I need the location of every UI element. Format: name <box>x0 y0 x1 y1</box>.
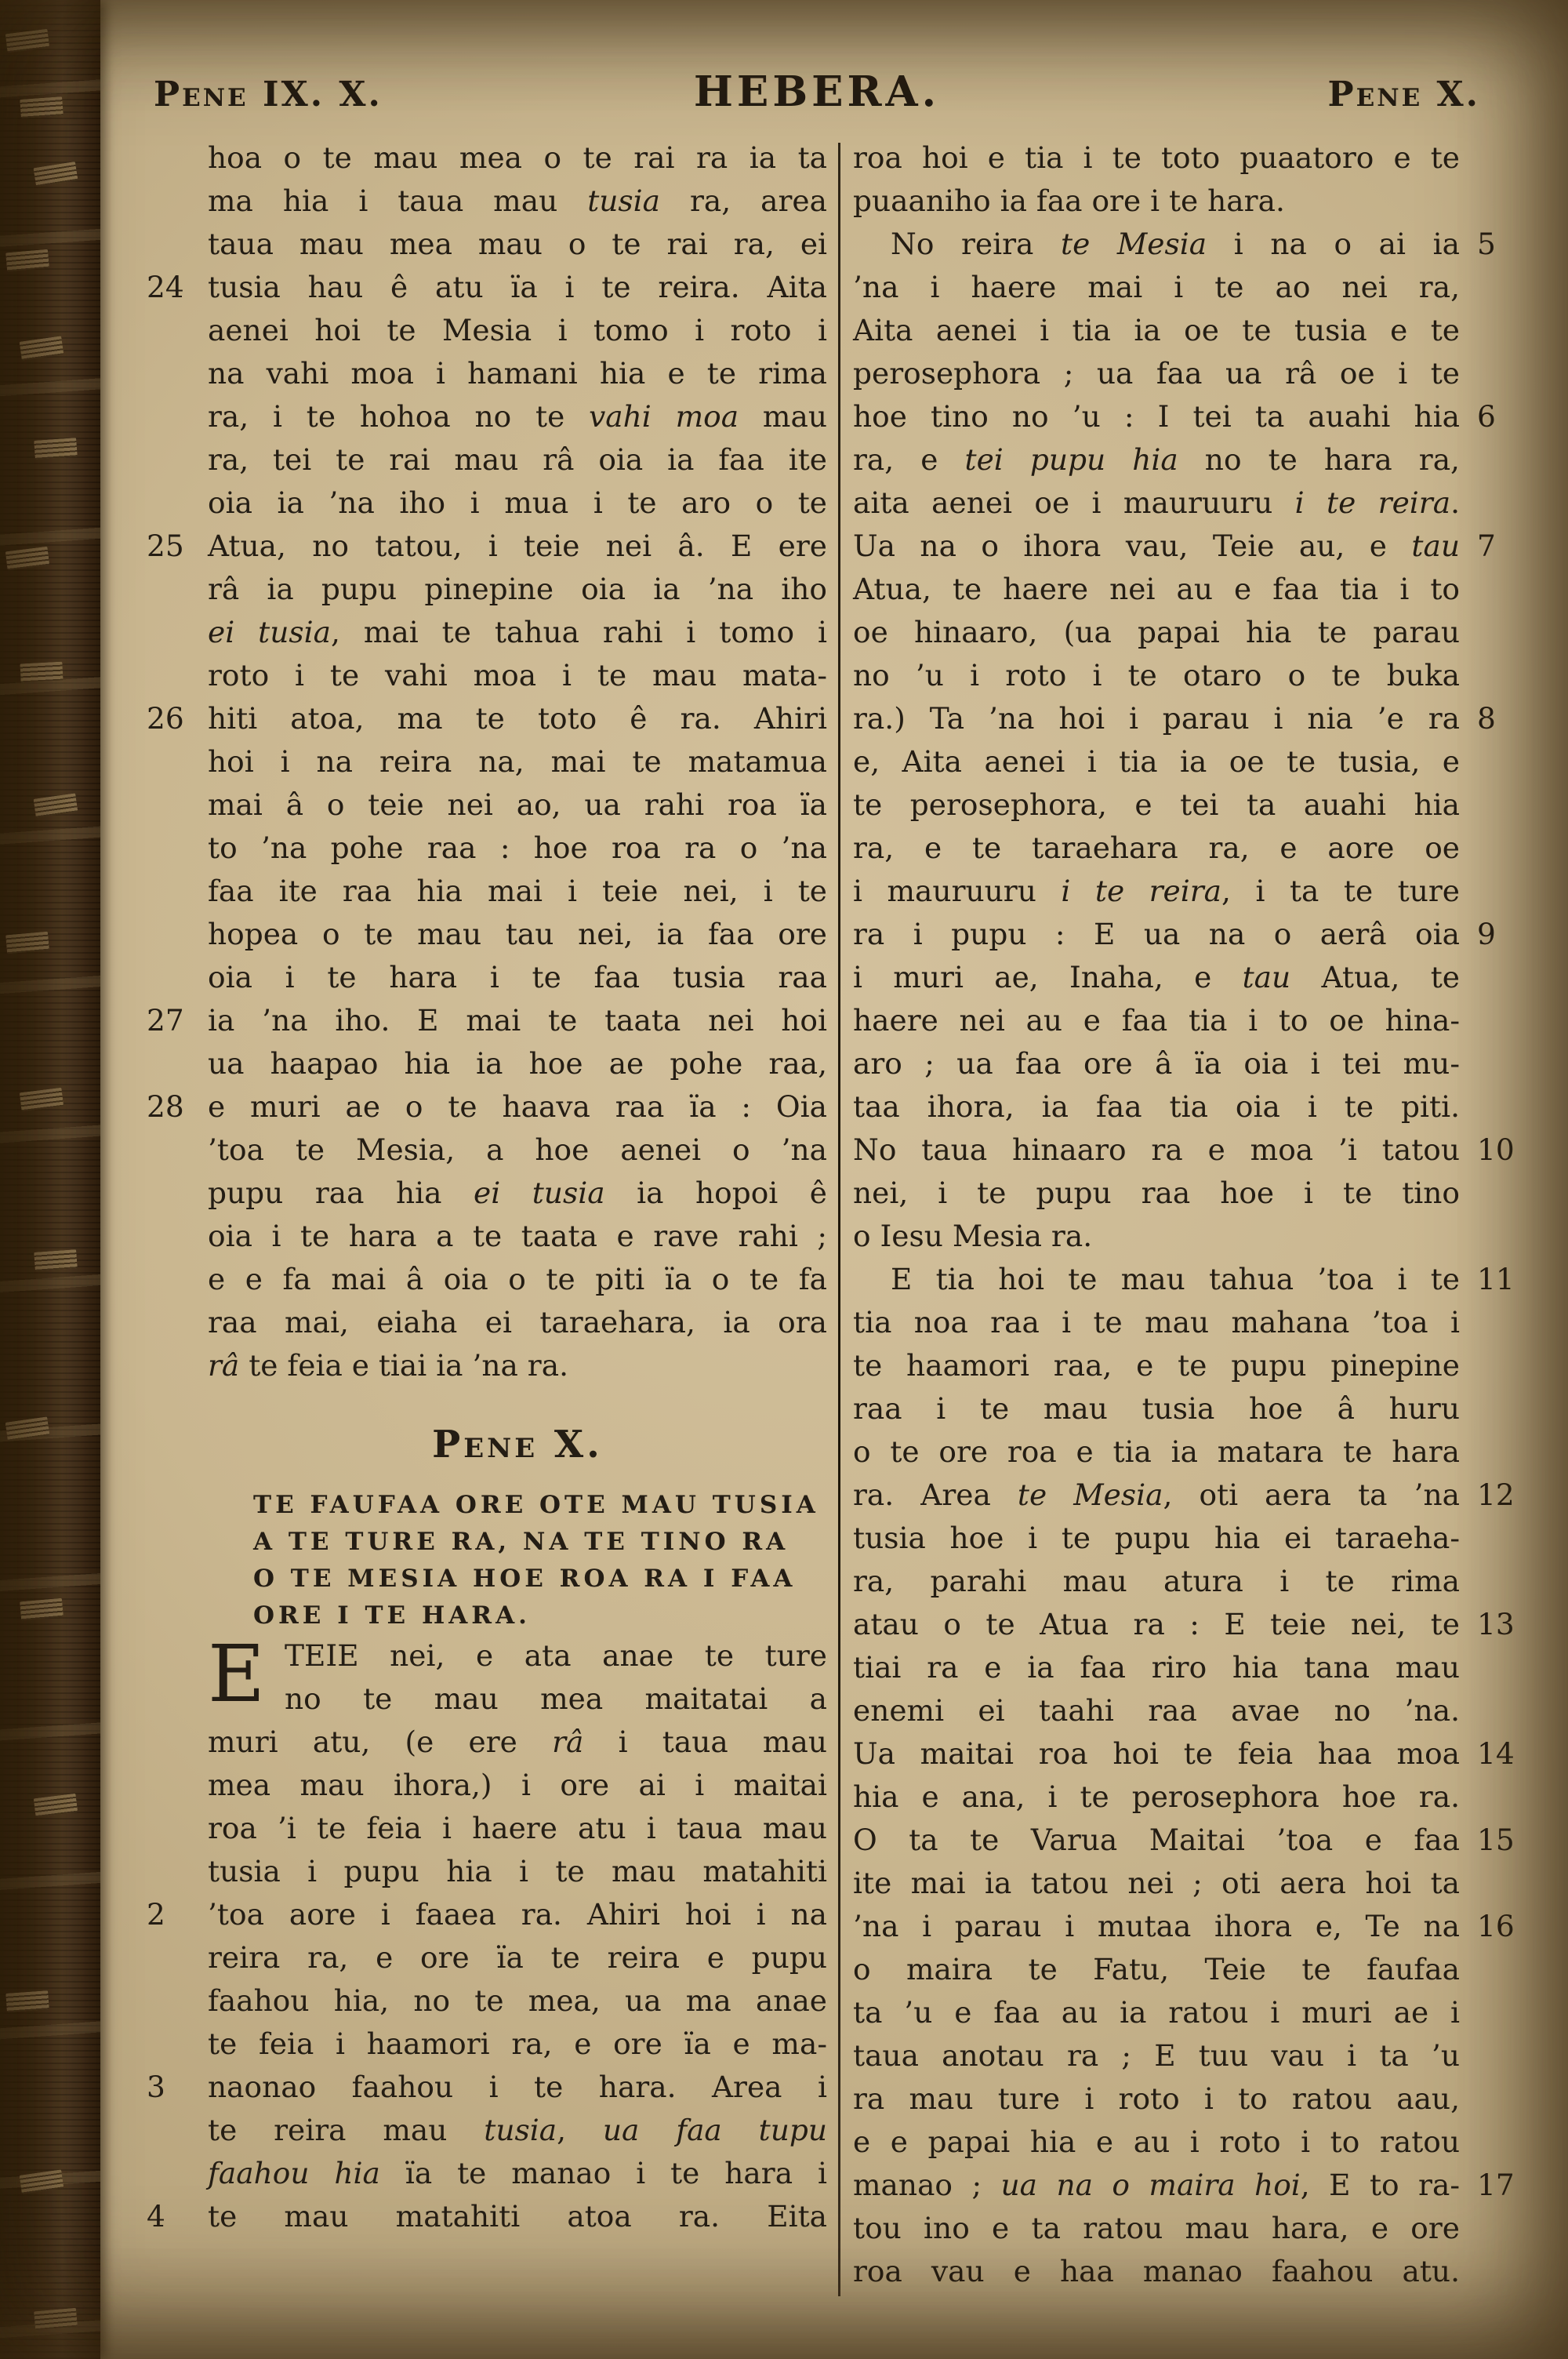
line-text: e, Aita aenei i tia ia oe te tusia, e <box>853 744 1460 779</box>
text-line <box>143 999 827 1042</box>
line-text: taua anotau ra ; E tuu vau i ta ’u <box>853 2038 1460 2073</box>
line-text: mai â o teie nei ao, ua rahi roa ïa <box>208 787 827 822</box>
line-text: te feia i haamori ra, e ore ïa e ma- <box>208 2026 827 2061</box>
line-text: ’toa te Mesia, a hoe aenei o ’na <box>208 1132 827 1167</box>
line-text: ra.) Ta ’na hoi i parau i nia ’e ra <box>853 701 1460 736</box>
text-line <box>143 1764 827 1807</box>
page-edge-fragment <box>5 547 50 570</box>
text-line <box>143 1301 827 1344</box>
line-text: hia e ana, i te perosephora hoe ra. <box>853 1779 1460 1814</box>
text-line <box>143 740 827 783</box>
verse-number: 9 <box>1477 917 1496 951</box>
text-line <box>853 913 1521 956</box>
page-edge-fragment <box>20 96 64 118</box>
line-text: tusia i pupu hia i te mau matahiti <box>208 1854 827 1888</box>
line-text: Ua maitai roa hoi te feia haa moa <box>853 1736 1460 1771</box>
text-line <box>853 1172 1521 1215</box>
text-line <box>853 482 1521 525</box>
line-text: te perosephora, e tei ta auahi hia <box>853 787 1460 822</box>
verse-number: 16 <box>1477 1909 1515 1943</box>
page-edge-fragment <box>34 793 78 817</box>
page-edge-fragment <box>34 438 78 460</box>
text-line <box>853 395 1521 438</box>
line-text: o Iesu Mesia ra. <box>853 1219 1093 1253</box>
page-edge-fragment <box>33 162 78 187</box>
line-text: hoe tino no ’u : I tei ta auahi hia <box>853 399 1460 434</box>
line-text: O TE MESIA HOE ROA RA I FAA <box>253 1565 797 1593</box>
line-text: ia ’na iho. E mai te taata nei hoi <box>208 1003 827 1038</box>
text-line <box>853 999 1521 1042</box>
text-line <box>853 309 1521 352</box>
text-line <box>853 2207 1521 2250</box>
text-line <box>143 266 827 309</box>
text-line <box>143 1979 827 2023</box>
line-text: ite mai ia tatou nei ; oti aera hoi ta <box>853 1866 1460 1900</box>
text-line <box>143 136 827 180</box>
text-line <box>143 438 827 482</box>
text-columns <box>100 136 1568 2359</box>
line-text: taua mau mea mau o te rai ra, ei <box>208 227 827 261</box>
line-text: tusia hoe i te pupu hia ei taraeha- <box>853 1521 1460 1555</box>
line-text: Aita aenei i tia ia oe te tusia e te <box>853 313 1460 347</box>
page-edge-fragment <box>20 1088 64 1111</box>
line-text: naonao faahou i te hara. Area i <box>208 2070 827 2104</box>
text-line <box>853 1430 1521 1474</box>
line-text: mea mau ihora,) i ore ai i maitai <box>208 1768 827 1802</box>
line-text: ei tusia, mai te tahua rahi i tomo i <box>208 615 827 649</box>
drop-cap: E <box>208 1628 265 1720</box>
line-text: aenei hoi te Mesia i tomo i roto i <box>208 313 827 347</box>
page-edge-fragment <box>5 249 49 272</box>
line-text: Atua, no tatou, i teie nei â. E ere <box>208 529 827 563</box>
line-text: aro ; ua faa ore â ïa oia i tei mu- <box>853 1046 1460 1081</box>
line-text: o te ore roa e tia ia matara te hara <box>853 1434 1460 1469</box>
line-text: roa vau e haa manao faahou atu. <box>853 2254 1460 2288</box>
text-line <box>143 2195 827 2238</box>
line-text: o maira te Fatu, Teie te faufaa <box>853 1952 1460 1986</box>
text-line <box>143 956 827 999</box>
line-text: Pene X. <box>432 1423 603 1467</box>
line-text: na vahi moa i hamani hia e te rima <box>208 356 827 391</box>
text-line <box>853 1732 1521 1776</box>
text-line <box>853 2121 1521 2164</box>
text-line <box>853 1085 1521 1129</box>
text-line <box>853 611 1521 654</box>
text-line <box>143 482 827 525</box>
text-line <box>143 525 827 568</box>
verse-number: 24 <box>147 270 184 304</box>
line-text: oia ia ’na iho i mua i te aro o te <box>208 485 827 520</box>
text-line <box>853 1991 1521 2034</box>
line-text: Atua, te haere nei au e faa tia i to <box>853 572 1460 606</box>
line-text: taa ihora, ia faa tia oia i te piti. <box>853 1089 1460 1124</box>
text-line <box>853 223 1521 266</box>
verse-number: 6 <box>1477 399 1496 434</box>
text-line <box>853 1560 1521 1603</box>
header-left-running-title: Pene IX. X. <box>154 75 383 114</box>
line-text: to ’na pohe raa : hoe roa ra o ’na <box>208 831 827 865</box>
line-text: tiai ra e ia faa riro hia tana mau <box>853 1650 1460 1685</box>
text-line <box>853 2164 1521 2207</box>
text-column-right <box>853 136 1521 2359</box>
page-header <box>100 67 1568 116</box>
line-text: tia noa raa i te mau mahana ’toa i <box>853 1305 1460 1339</box>
page-edge-fragment <box>5 1990 49 2012</box>
header-center-title: HEBERA. <box>693 67 941 116</box>
line-text: roa ’i te feia i haere atu i taua mau <box>208 1811 827 1845</box>
line-text: O ta te Varua Maitai ’toa e faa <box>853 1823 1460 1857</box>
line-text: puaaniho ia faa ore i te hara. <box>853 184 1285 218</box>
chapter-summary-line <box>143 1561 827 1598</box>
line-text: pupu raa hia ei tusia ia hopoi ê <box>208 1176 827 1210</box>
text-line <box>853 1603 1521 1646</box>
line-text: TE FAUFAA ORE OTE MAU TUSIA <box>253 1491 819 1519</box>
text-line <box>143 1129 827 1172</box>
line-text: ua haapao hia ia hoe ae pohe raa, <box>208 1046 827 1081</box>
text-line <box>853 1862 1521 1905</box>
text-line <box>143 395 827 438</box>
line-text: TEIE nei, e ata anae te ture <box>285 1638 827 1673</box>
text-line <box>853 870 1521 913</box>
page-edge-fragment <box>34 1794 78 1817</box>
text-line <box>853 136 1521 180</box>
line-text: A TE TURE RA, NA TE TINO RA <box>253 1528 789 1556</box>
page-edge-fragment <box>34 2308 78 2331</box>
line-text: i muri ae, Inaha, e tau Atua, te <box>853 960 1460 994</box>
line-text: perosephora ; ua faa ua râ oe i te <box>853 356 1460 391</box>
text-line <box>143 1258 827 1301</box>
page-edge-fragment <box>34 1249 78 1271</box>
text-line <box>853 2077 1521 2121</box>
line-text: No reira te Mesia i na o ai ia <box>891 227 1460 261</box>
text-line <box>143 1344 827 1387</box>
line-text: tusia hau ê atu ïa i te reira. Aita <box>208 270 827 304</box>
text-line <box>853 1948 1521 1991</box>
line-text: ra, parahi mau atura i te rima <box>853 1564 1460 1598</box>
line-text: atau o te Atua ra : E teie nei, te <box>853 1607 1460 1641</box>
line-text: ’na i haere mai i te ao nei ra, <box>853 270 1460 304</box>
line-text: faa ite raa hia mai i teie nei, i te <box>208 874 827 908</box>
page-edge <box>0 0 100 2359</box>
line-text: ORE I TE HARA. <box>253 1601 531 1630</box>
verse-number: 28 <box>147 1089 184 1124</box>
text-line <box>143 2066 827 2109</box>
line-text: ra. Area te Mesia, oti aera ta ’na <box>853 1478 1460 1512</box>
line-text: reira ra, e ore ïa te reira e pupu <box>208 1940 827 1975</box>
line-text: No taua hinaaro ra e moa ’i tatou <box>853 1132 1460 1167</box>
line-text: E tia hoi te mau tahua ’toa i te <box>891 1262 1460 1296</box>
text-line <box>143 1936 827 1979</box>
text-line <box>853 1474 1521 1517</box>
text-line <box>143 913 827 956</box>
text-line <box>143 1042 827 1085</box>
verse-number: 26 <box>147 701 184 736</box>
line-text: oia i te hara i te faa tusia raa <box>208 960 827 994</box>
text-line <box>143 870 827 913</box>
text-line <box>853 352 1521 395</box>
text-line <box>853 1776 1521 1819</box>
text-line <box>853 568 1521 611</box>
text-line <box>143 1215 827 1258</box>
text-line <box>853 1689 1521 1732</box>
line-text: oia i te hara a te taata e rave rahi ; <box>208 1219 827 1253</box>
text-line <box>853 1646 1521 1689</box>
line-text: no ’u i roto i te otaro o te buka <box>853 658 1460 692</box>
text-line <box>853 783 1521 827</box>
text-line <box>143 568 827 611</box>
line-text: hoa o te mau mea o te rai ra ia ta <box>208 140 827 175</box>
line-text: no te mau mea maitatai a <box>285 1681 827 1716</box>
page-edge-fragment <box>20 336 64 360</box>
line-text: ra i pupu : E ua na o aerâ oia <box>853 917 1460 951</box>
text-line <box>143 1677 827 1721</box>
line-text: ’na i parau i mutaa ihora e, Te na <box>853 1909 1460 1943</box>
verse-number: 3 <box>147 2070 165 2104</box>
text-line <box>853 2034 1521 2077</box>
text-line <box>143 1893 827 1936</box>
text-line <box>853 697 1521 740</box>
verse-number: 5 <box>1477 227 1496 261</box>
line-text: i mauruuru i te reira, i ta te ture <box>853 874 1460 908</box>
text-line <box>853 266 1521 309</box>
line-text: nei, i te pupu raa hoe i te tino <box>853 1176 1460 1210</box>
text-line <box>853 1129 1521 1172</box>
header-right-running-title: Pene X. <box>1327 75 1480 114</box>
text-line <box>853 1258 1521 1301</box>
line-text: hopea o te mau tau nei, ia faa ore <box>208 917 827 951</box>
verse-number: 12 <box>1477 1478 1515 1512</box>
text-line <box>143 1807 827 1850</box>
text-line <box>143 1721 827 1764</box>
text-line <box>853 654 1521 697</box>
text-line <box>853 525 1521 568</box>
chapter-heading <box>143 1423 827 1467</box>
text-line <box>143 2023 827 2066</box>
verse-number: 13 <box>1477 1607 1515 1641</box>
verse-number: 25 <box>147 529 184 563</box>
text-line <box>143 2152 827 2195</box>
verse-number: 8 <box>1477 701 1496 736</box>
verse-number: 14 <box>1477 1736 1515 1771</box>
line-text: ra, tei te rai mau râ oia ia faa ite <box>208 442 827 477</box>
line-text: râ te feia e tiai ia ’na ra. <box>208 1348 569 1383</box>
verse-number: 17 <box>1477 2168 1515 2202</box>
line-text: faahou hia, no te mea, ua ma anae <box>208 1983 827 2018</box>
text-line <box>143 1850 827 1893</box>
text-line <box>143 697 827 740</box>
text-line <box>143 1085 827 1129</box>
line-text: te haamori raa, e te pupu pinepine <box>853 1348 1460 1383</box>
verse-number: 27 <box>147 1003 184 1038</box>
page-edge-fragment <box>20 662 63 683</box>
text-line <box>143 611 827 654</box>
line-text: tou ino e ta ratou mau hara, e ore <box>853 2211 1460 2245</box>
line-text: raa i te mau tusia hoe â huru <box>853 1391 1460 1426</box>
line-text: enemi ei taahi raa avae no ’na. <box>853 1693 1460 1728</box>
text-column-left <box>143 136 827 2359</box>
text-line <box>853 1905 1521 1948</box>
text-line <box>853 1819 1521 1862</box>
page-edge-fragment <box>5 29 50 53</box>
line-text: ra, i te hohoa no te vahi moa mau <box>208 399 827 434</box>
line-text: râ ia pupu pinepine oia ia ’na iho <box>208 572 827 606</box>
text-line <box>853 1301 1521 1344</box>
line-text: ma hia i taua mau tusia ra, area <box>208 184 827 218</box>
line-text: ’toa aore i faaea ra. Ahiri hoi i na <box>208 1897 827 1932</box>
line-text: e muri ae o te haava raa ïa : Oia <box>208 1089 827 1124</box>
text-line <box>853 740 1521 783</box>
page-edge-fragment <box>5 1416 50 1441</box>
text-line <box>143 2109 827 2152</box>
verse-number: 11 <box>1477 1262 1515 1296</box>
verse-number: 7 <box>1477 529 1496 563</box>
line-text: raa mai, eiaha ei taraehara, ia ora <box>208 1305 827 1339</box>
text-line <box>143 352 827 395</box>
line-text: aita aenei oe i mauruuru i te reira. <box>853 485 1460 520</box>
verse-number: 2 <box>147 1897 165 1932</box>
page-edge-fragment <box>20 2169 64 2194</box>
line-text: roto i te vahi moa i te mau mata- <box>208 658 827 692</box>
text-line <box>143 783 827 827</box>
line-text: te mau matahiti atoa ra. Eita <box>208 2199 827 2234</box>
line-text: roa hoi e tia i te toto puaatoro e te <box>853 140 1460 175</box>
text-line <box>853 827 1521 870</box>
text-line <box>853 956 1521 999</box>
line-text: te reira mau tusia, ua faa tupu <box>208 2113 827 2147</box>
line-text: e e fa mai â oia o te piti ïa o te fa <box>208 1262 827 1296</box>
line-text: ra mau ture i roto i to ratou aau, <box>853 2081 1460 2116</box>
chapter-summary-line <box>143 1524 827 1561</box>
column-divider <box>838 143 840 2296</box>
verse-number: 4 <box>147 2199 165 2234</box>
verse-number: 15 <box>1477 1823 1515 1857</box>
text-line <box>143 180 827 223</box>
verse-number: 10 <box>1477 1132 1515 1167</box>
text-line <box>143 223 827 266</box>
text-line <box>143 309 827 352</box>
text-line <box>143 654 827 697</box>
line-text: Ua na o ihora vau, Teie au, e tau <box>853 529 1460 563</box>
text-line <box>853 180 1521 223</box>
line-text: manao ; ua na o maira hoi, E to ra- <box>853 2168 1460 2202</box>
text-line <box>143 827 827 870</box>
line-text: e e papai hia e au i roto i to ratou <box>853 2125 1460 2159</box>
line-text: ra, e tei pupu hia no te hara ra, <box>853 442 1460 477</box>
line-text: faahou hia ïa te manao i te hara i <box>208 2156 827 2190</box>
page-edge-fragment <box>20 1598 64 1621</box>
text-line <box>853 1517 1521 1560</box>
text-line <box>143 1172 827 1215</box>
line-text: hoi i na reira na, mai te matamua <box>208 744 827 779</box>
page-edge-fragment <box>5 932 49 954</box>
text-line <box>853 1344 1521 1387</box>
text-line <box>853 438 1521 482</box>
text-line <box>853 2250 1521 2293</box>
text-line <box>853 1042 1521 1085</box>
line-text: ta ’u e faa au ia ratou i muri ae i <box>853 1995 1460 2030</box>
line-text: muri atu, (e ere râ i taua mau <box>208 1725 827 1759</box>
line-text: hiti atoa, ma te toto ê ra. Ahiri <box>208 701 827 736</box>
chapter-summary-line <box>143 1487 827 1524</box>
line-text: oe hinaaro, (ua papai hia te parau <box>853 615 1460 649</box>
text-line <box>853 1215 1521 1258</box>
line-text: haere nei au e faa tia i to oe hina- <box>853 1003 1460 1038</box>
text-line <box>853 1387 1521 1430</box>
line-text: ra, e te taraehara ra, e aore oe <box>853 831 1460 865</box>
